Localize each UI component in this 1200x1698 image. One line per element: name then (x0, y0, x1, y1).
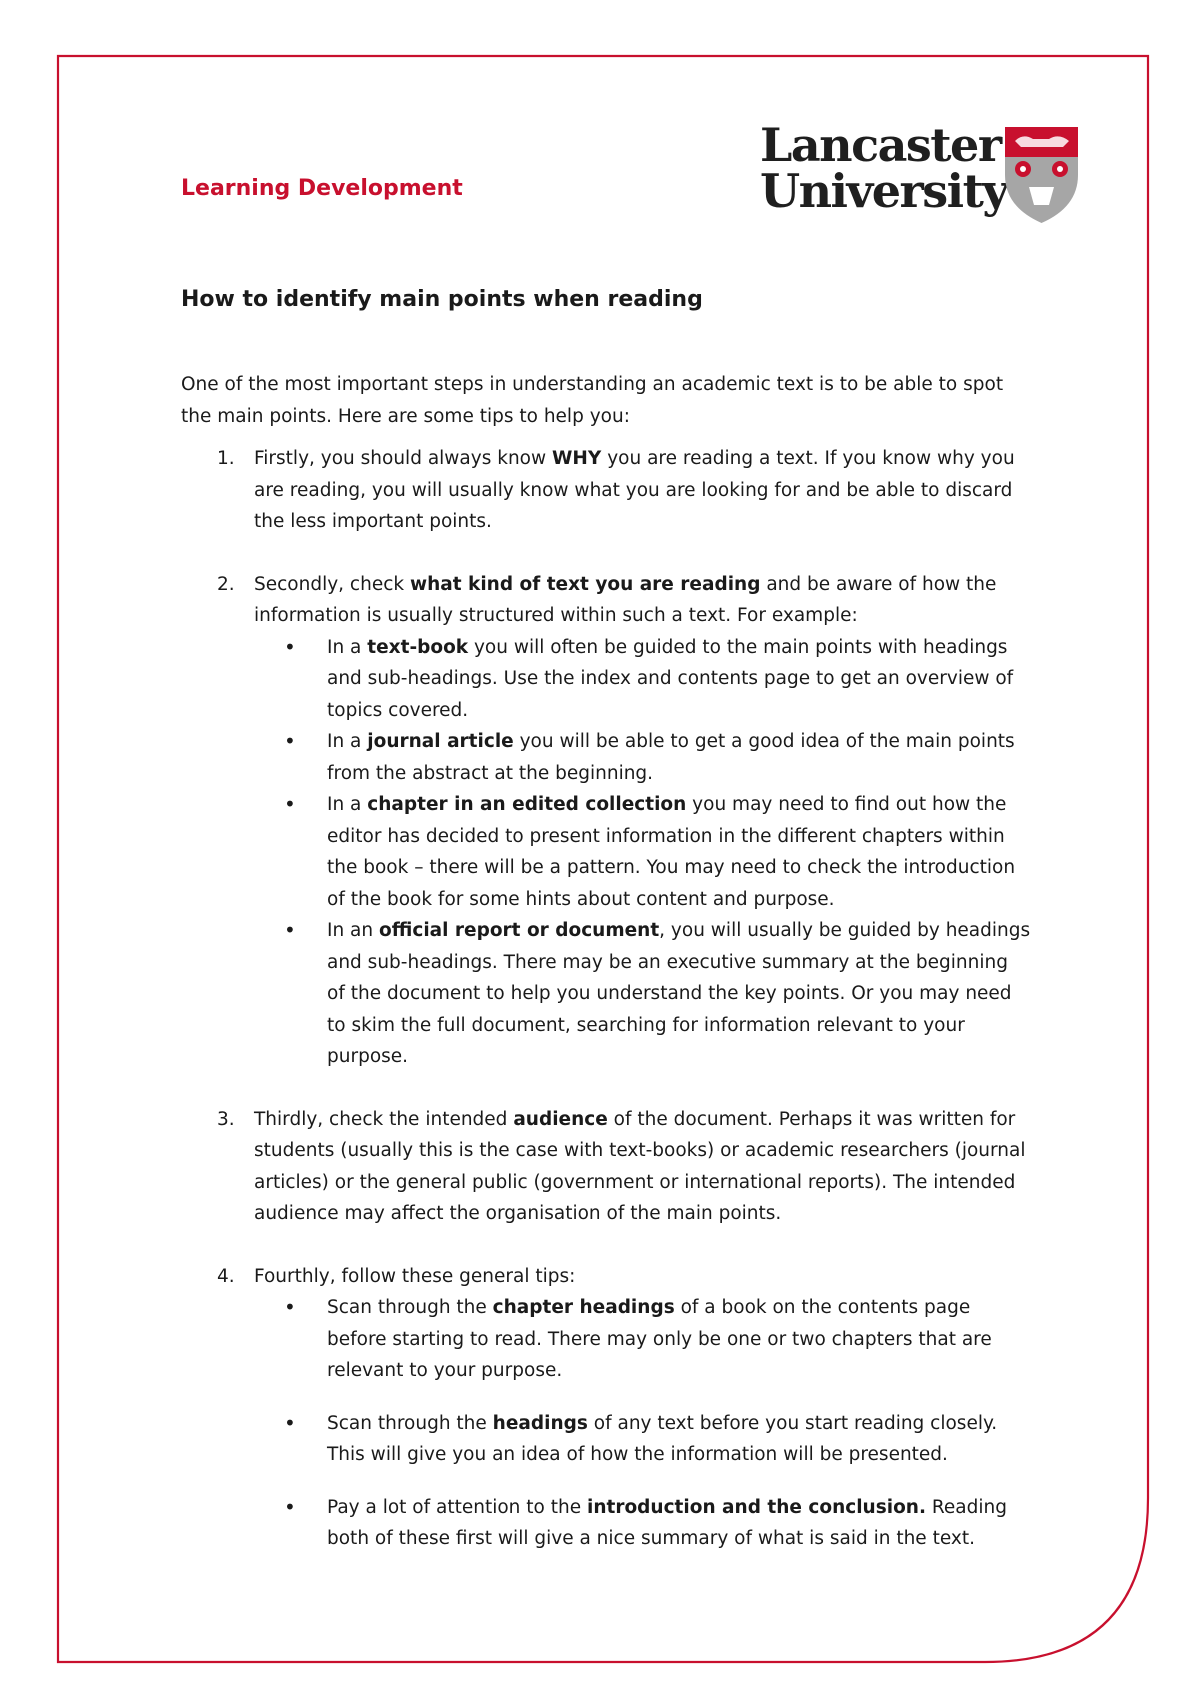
bullet-text: In an (327, 920, 380, 941)
point-emphasis: WHY (552, 448, 602, 469)
list-item (254, 1408, 1031, 1471)
list-item (254, 789, 1031, 915)
general-tips-list (254, 1292, 1031, 1555)
list-item (254, 915, 1031, 1073)
point-number: 3. (217, 1108, 235, 1130)
bullet-text: Reading both of these first will give a nice summary of what is said in the text. (327, 1496, 1007, 1549)
bullet-text: Pay a lot of attention to the (327, 1496, 587, 1518)
list-item (254, 632, 1031, 727)
logo-line-2: University (760, 164, 1008, 218)
bullet-icon: • (284, 1295, 296, 1319)
document-body (181, 369, 1031, 1586)
point-number: 2. (217, 573, 235, 595)
page-title: How to identify main points when reading (181, 287, 703, 312)
logo-wordmark (760, 118, 1008, 218)
bullet-emphasis: chapter headings (492, 1297, 675, 1318)
crest-icon (1003, 125, 1080, 225)
bullet-icon: • (284, 1494, 296, 1519)
bullet-emphasis: headings (492, 1412, 588, 1434)
bullet-text: you will be able to get a good idea of the main points from the abstract at the beginning. (327, 731, 1015, 784)
bullet-text: In a (327, 636, 368, 658)
bullet-emphasis: introduction and the conclusion. (586, 1496, 926, 1518)
point-emphasis: audience (513, 1108, 608, 1130)
point-text: you are reading a text. If you know why you are reading, you will usually know what you are looking for and be able to discard the less important points. (254, 448, 1015, 532)
list-item (254, 726, 1031, 789)
logo-line-1: Lancaster (760, 118, 1001, 172)
bullet-text: of any text before you start reading closely. This will give you an idea of how the information will be presented. (327, 1412, 998, 1465)
intro-paragraph: One of the most important steps in understanding an academic text is to be able to spot the main points. Here are some tips to help you: (181, 374, 1004, 427)
list-item (254, 1292, 1031, 1387)
bullet-text: Scan through the (327, 1412, 493, 1434)
bullet-icon: • (284, 792, 296, 816)
bullet-emphasis: official report or document (379, 920, 660, 941)
bullet-emphasis: text-book (367, 636, 469, 658)
list-item (254, 1492, 1031, 1555)
bullet-text: Scan through the (327, 1297, 493, 1318)
point-number: 1. (217, 448, 235, 469)
bullet-icon: • (284, 1410, 296, 1435)
bullet-text: , you will usually be guided by headings and sub-headings. There may be an executive summary at the beginning of the document to help you understand the key points. Or you may need to skim the full document, searching for information relevant to your purpose. (327, 920, 1031, 1067)
point-emphasis: what kind of text you are reading (409, 573, 761, 595)
point-text: Firstly, you should always know (254, 448, 553, 469)
bullet-emphasis: journal article (367, 731, 514, 752)
point-number: 4. (217, 1265, 235, 1287)
bullet-text: of a book on the contents page before starting to read. There may only be one or two chapters that are relevant to your purpose. (327, 1297, 992, 1381)
bullet-icon: • (284, 729, 296, 753)
point-4 (181, 1261, 1031, 1555)
main-points-list (181, 443, 1031, 1555)
bullet-text: you will often be guided to the main points with headings and sub-headings. Use the index and contents page to get an overview of topics covered. (327, 636, 1014, 721)
bullet-icon: • (284, 918, 296, 942)
bullet-text: In a (327, 794, 368, 815)
point-text: Fourthly, follow these general tips: (254, 1265, 576, 1287)
text-type-list (254, 632, 1031, 1073)
point-text: Secondly, check (254, 573, 410, 595)
bullet-text: you may need to find out how the editor has decided to present information in the different chapters within the book – there will be a pattern. You may need to check the introduction of the book for some hints about content and purpose. (327, 794, 1016, 910)
point-text: of the document. Perhaps it was written for students (usually this is the case with text-books) or academic researchers (journal articles) or the general public (government or international reports). The intended audience may affect the organisation of the main points. (254, 1108, 1026, 1224)
point-text: Thirdly, check the intended (254, 1108, 514, 1130)
bullet-text: In a (327, 731, 368, 752)
point-1 (181, 443, 1031, 538)
point-text: and be aware of how the information is usually structured within such a text. For example: (254, 573, 997, 626)
department-label: Learning Development (181, 176, 463, 201)
point-3 (181, 1104, 1031, 1230)
university-logo (760, 120, 1080, 230)
bullet-emphasis: chapter in an edited collection (367, 794, 687, 815)
bullet-icon: • (284, 634, 296, 659)
point-2 (181, 569, 1031, 1073)
